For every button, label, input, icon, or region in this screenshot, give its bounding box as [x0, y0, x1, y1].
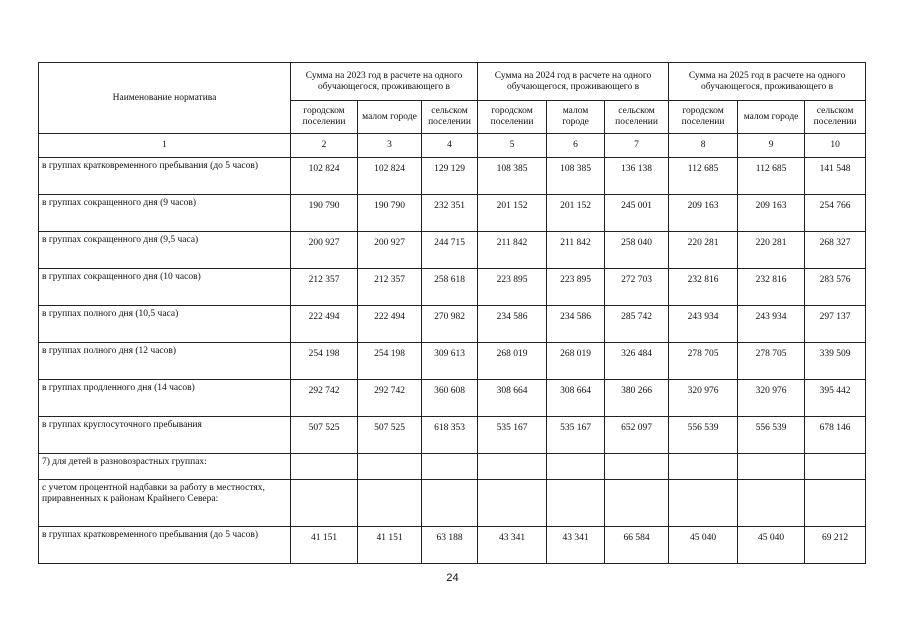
value-cell: 268 019 — [547, 343, 605, 380]
value-cell: 211 842 — [478, 232, 547, 269]
value-cell: 678 146 — [805, 417, 866, 454]
section-heading-row — [39, 454, 866, 480]
value-cell: 283 576 — [805, 269, 866, 306]
table-row — [39, 232, 866, 269]
value-cell — [738, 454, 805, 480]
value-cell — [805, 480, 866, 527]
value-cell: 222 494 — [291, 306, 358, 343]
value-cell: 220 281 — [738, 232, 805, 269]
value-cell: 360 608 — [422, 380, 478, 417]
value-cell — [422, 454, 478, 480]
value-cell: 45 040 — [738, 527, 805, 564]
value-cell — [547, 454, 605, 480]
value-cell: 320 976 — [738, 380, 805, 417]
table-row — [39, 527, 866, 564]
value-cell: 254 198 — [291, 343, 358, 380]
value-cell: 258 040 — [605, 232, 669, 269]
value-cell — [605, 480, 669, 527]
value-cell: 245 001 — [605, 195, 669, 232]
column-number: 2 — [291, 134, 358, 158]
value-cell: 243 934 — [669, 306, 738, 343]
value-cell: 244 715 — [422, 232, 478, 269]
value-cell: 201 152 — [547, 195, 605, 232]
row-label: в группах сокращенного дня (10 часов) — [39, 269, 291, 306]
value-cell: 339 509 — [805, 343, 866, 380]
value-cell: 136 138 — [605, 158, 669, 195]
value-cell: 201 152 — [478, 195, 547, 232]
value-cell: 190 790 — [291, 195, 358, 232]
value-cell: 278 705 — [669, 343, 738, 380]
value-cell: 535 167 — [547, 417, 605, 454]
value-cell — [605, 454, 669, 480]
column-number: 10 — [805, 134, 866, 158]
value-cell: 380 266 — [605, 380, 669, 417]
value-cell: 652 097 — [605, 417, 669, 454]
value-cell: 102 824 — [291, 158, 358, 195]
value-cell — [738, 480, 805, 527]
column-number: 3 — [358, 134, 422, 158]
settlement-header: городском поселении — [669, 101, 738, 134]
value-cell: 141 548 — [805, 158, 866, 195]
table-row — [39, 195, 866, 232]
value-cell: 211 842 — [547, 232, 605, 269]
value-cell: 222 494 — [358, 306, 422, 343]
value-cell — [422, 480, 478, 527]
table-row — [39, 417, 866, 454]
value-cell: 43 341 — [547, 527, 605, 564]
value-cell — [291, 480, 358, 527]
settlement-header: сельском поселении — [422, 101, 478, 134]
value-cell: 129 129 — [422, 158, 478, 195]
value-cell — [291, 454, 358, 480]
value-cell: 272 703 — [605, 269, 669, 306]
value-cell — [358, 454, 422, 480]
value-cell: 45 040 — [669, 527, 738, 564]
value-cell: 292 742 — [291, 380, 358, 417]
value-cell: 270 982 — [422, 306, 478, 343]
row-label: в группах круглосуточного пребывания — [39, 417, 291, 454]
page-number: 24 — [446, 572, 459, 584]
table-row — [39, 269, 866, 306]
column-number-row — [39, 134, 866, 158]
value-cell: 234 586 — [547, 306, 605, 343]
year-header-2023: Сумма на 2023 год в расчете на одного обучающегося, проживающего в — [291, 63, 478, 101]
value-cell: 292 742 — [358, 380, 422, 417]
value-cell: 209 163 — [738, 195, 805, 232]
column-number: 8 — [669, 134, 738, 158]
value-cell: 41 151 — [358, 527, 422, 564]
value-cell: 209 163 — [669, 195, 738, 232]
row-label: в группах сокращенного дня (9,5 часа) — [39, 232, 291, 269]
value-cell: 268 019 — [478, 343, 547, 380]
value-cell: 212 357 — [358, 269, 422, 306]
value-cell: 212 357 — [291, 269, 358, 306]
value-cell — [547, 480, 605, 527]
norm-table — [38, 62, 866, 564]
settlement-header: малом городе — [358, 101, 422, 134]
value-cell: 308 664 — [478, 380, 547, 417]
value-cell: 326 484 — [605, 343, 669, 380]
value-cell — [669, 454, 738, 480]
value-cell: 268 327 — [805, 232, 866, 269]
value-cell: 43 341 — [478, 527, 547, 564]
value-cell — [478, 454, 547, 480]
year-header-2025: Сумма на 2025 год в расчете на одного обучающегося, проживающего в — [669, 63, 866, 101]
row-label: в группах продленного дня (14 часов) — [39, 380, 291, 417]
value-cell: 278 705 — [738, 343, 805, 380]
value-cell: 556 539 — [669, 417, 738, 454]
value-cell — [805, 454, 866, 480]
settlement-header: малом городе — [738, 101, 805, 134]
value-cell — [669, 480, 738, 527]
value-cell: 232 816 — [669, 269, 738, 306]
value-cell: 190 790 — [358, 195, 422, 232]
value-cell: 232 351 — [422, 195, 478, 232]
value-cell — [478, 480, 547, 527]
value-cell: 220 281 — [669, 232, 738, 269]
table-row — [39, 306, 866, 343]
value-cell: 285 742 — [605, 306, 669, 343]
value-cell — [358, 480, 422, 527]
column-number: 1 — [39, 134, 291, 158]
section-heading: 7) для детей в разновозрастных группах: — [39, 454, 291, 480]
column-number: 4 — [422, 134, 478, 158]
value-cell: 309 613 — [422, 343, 478, 380]
value-cell: 232 816 — [738, 269, 805, 306]
value-cell: 112 685 — [738, 158, 805, 195]
value-cell: 535 167 — [478, 417, 547, 454]
header-row-years — [39, 63, 866, 101]
value-cell: 258 618 — [422, 269, 478, 306]
value-cell: 63 188 — [422, 527, 478, 564]
row-label: в группах полного дня (12 часов) — [39, 343, 291, 380]
settlement-header: сельском поселении — [605, 101, 669, 134]
table-row — [39, 158, 866, 195]
value-cell: 254 766 — [805, 195, 866, 232]
value-cell: 254 198 — [358, 343, 422, 380]
table-row — [39, 343, 866, 380]
value-cell: 69 212 — [805, 527, 866, 564]
value-cell: 618 353 — [422, 417, 478, 454]
column-number: 9 — [738, 134, 805, 158]
row-label: в группах кратковременного пребывания (до 5 часов) — [39, 527, 291, 564]
table-row — [39, 380, 866, 417]
value-cell: 243 934 — [738, 306, 805, 343]
value-cell: 108 385 — [547, 158, 605, 195]
value-cell: 320 976 — [669, 380, 738, 417]
value-cell: 234 586 — [478, 306, 547, 343]
value-cell: 200 927 — [358, 232, 422, 269]
column-number: 6 — [547, 134, 605, 158]
row-label: в группах кратковременного пребывания (до 5 часов) — [39, 158, 291, 195]
settlement-header: сельском поселении — [805, 101, 866, 134]
value-cell: 200 927 — [291, 232, 358, 269]
value-cell: 395 442 — [805, 380, 866, 417]
value-cell: 102 824 — [358, 158, 422, 195]
value-cell: 108 385 — [478, 158, 547, 195]
value-cell: 223 895 — [478, 269, 547, 306]
column-number: 5 — [478, 134, 547, 158]
value-cell: 41 151 — [291, 527, 358, 564]
value-cell: 66 584 — [605, 527, 669, 564]
header-name-cell: Наименование норматива — [39, 63, 291, 134]
value-cell: 507 525 — [358, 417, 422, 454]
subsection-heading-row — [39, 480, 866, 527]
value-cell: 556 539 — [738, 417, 805, 454]
year-header-2024: Сумма на 2024 год в расчете на одного обучающегося, проживающего в — [478, 63, 669, 101]
settlement-header: малом городе — [547, 101, 605, 134]
value-cell: 507 525 — [291, 417, 358, 454]
subsection-heading: с учетом процентной надбавки за работу в местностях, приравненных к районам Крайнего Севера: — [39, 480, 291, 527]
row-label: в группах сокращенного дня (9 часов) — [39, 195, 291, 232]
settlement-header: городском поселении — [478, 101, 547, 134]
value-cell: 112 685 — [669, 158, 738, 195]
settlement-header: городском поселении — [291, 101, 358, 134]
value-cell: 297 137 — [805, 306, 866, 343]
row-label: в группах полного дня (10,5 часа) — [39, 306, 291, 343]
value-cell: 223 895 — [547, 269, 605, 306]
column-number: 7 — [605, 134, 669, 158]
value-cell: 308 664 — [547, 380, 605, 417]
